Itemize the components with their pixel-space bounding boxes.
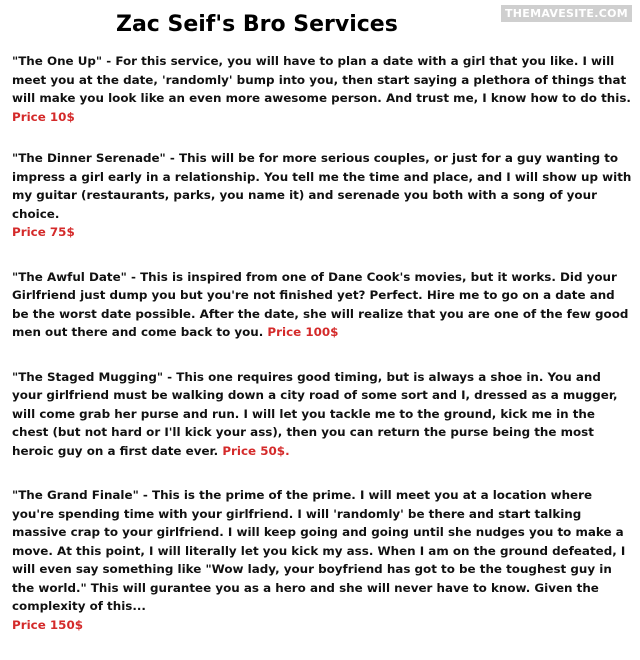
service-price: Price 100$: [267, 325, 339, 339]
service-name: "The One Up": [12, 54, 103, 68]
service-staged-mugging: [12, 368, 632, 461]
service-name: "The Staged Mugging": [12, 369, 164, 384]
service-price: Price 50$.: [222, 443, 290, 458]
services-list: [12, 52, 632, 660]
watermark: THEMAVESITE.COM: [501, 5, 632, 22]
page-title: Zac Seif's Bro Services: [116, 12, 398, 37]
service-name: "The Grand Finale": [12, 488, 139, 502]
service-description: - This is inspired from one of Dane Cook's movies, but it works. Did your Girlfriend just dump you but you're not finished yet? Perfect. Hire me to go on a date and be the worst date possible. After the date, she will realize that you are one of the few good men out there and come back to you.: [12, 269, 629, 339]
service-one-up: [12, 52, 632, 126]
service-description: - This one requires good timing, but is always a shoe in. You and your girlfriend must be walking down a city road of some sort and I, dressed as a mugger, will come grab her purse and run. I will let you tackle me to the ground, kick me in the chest (but not hard or I'll kick your ass), then you can return the purse being the most heroic guy on a first date ever.: [12, 369, 618, 458]
service-awful-date: [12, 268, 632, 342]
service-description: - For this service, you will have to plan a date with a girl that you like. I will meet you at the date, 'randomly' bump into you, then start saying a plethora of things that will make you look like an even more awesome person. And trust me, I know how to do this.: [12, 54, 631, 105]
service-price: Price 150$: [12, 617, 84, 632]
service-description: - This is the prime of the prime. I will meet you at a location where you're spending time with your girlfriend. I will 'randomly' be there and start talking massive crap to your girlfriend. I will keep going and going until she nudges you to make a move. At this point, I will literally let you kick my ass. When I am on the ground defeated, I will even say something like "Wow lady, your boyfriend has got to be the toughest guy in the world." This will gurantee you as a hero and she will never have to know. Given the complexity of this...: [12, 488, 626, 613]
service-price: Price 10$: [12, 109, 75, 124]
service-price: Price 75$: [12, 225, 75, 239]
service-name: "The Dinner Serenade": [12, 151, 166, 165]
service-dinner-serenade: [12, 149, 632, 242]
service-name: "The Awful Date": [12, 269, 127, 284]
service-description: - This will be for more serious couples, or just for a guy wanting to impress a girl early in a relationship. You tell me the time and place, and I will show up with my guitar (restaurants, parks, you name it) and serenade you both with a song of your choice.: [12, 151, 632, 221]
service-grand-finale: [12, 486, 632, 634]
